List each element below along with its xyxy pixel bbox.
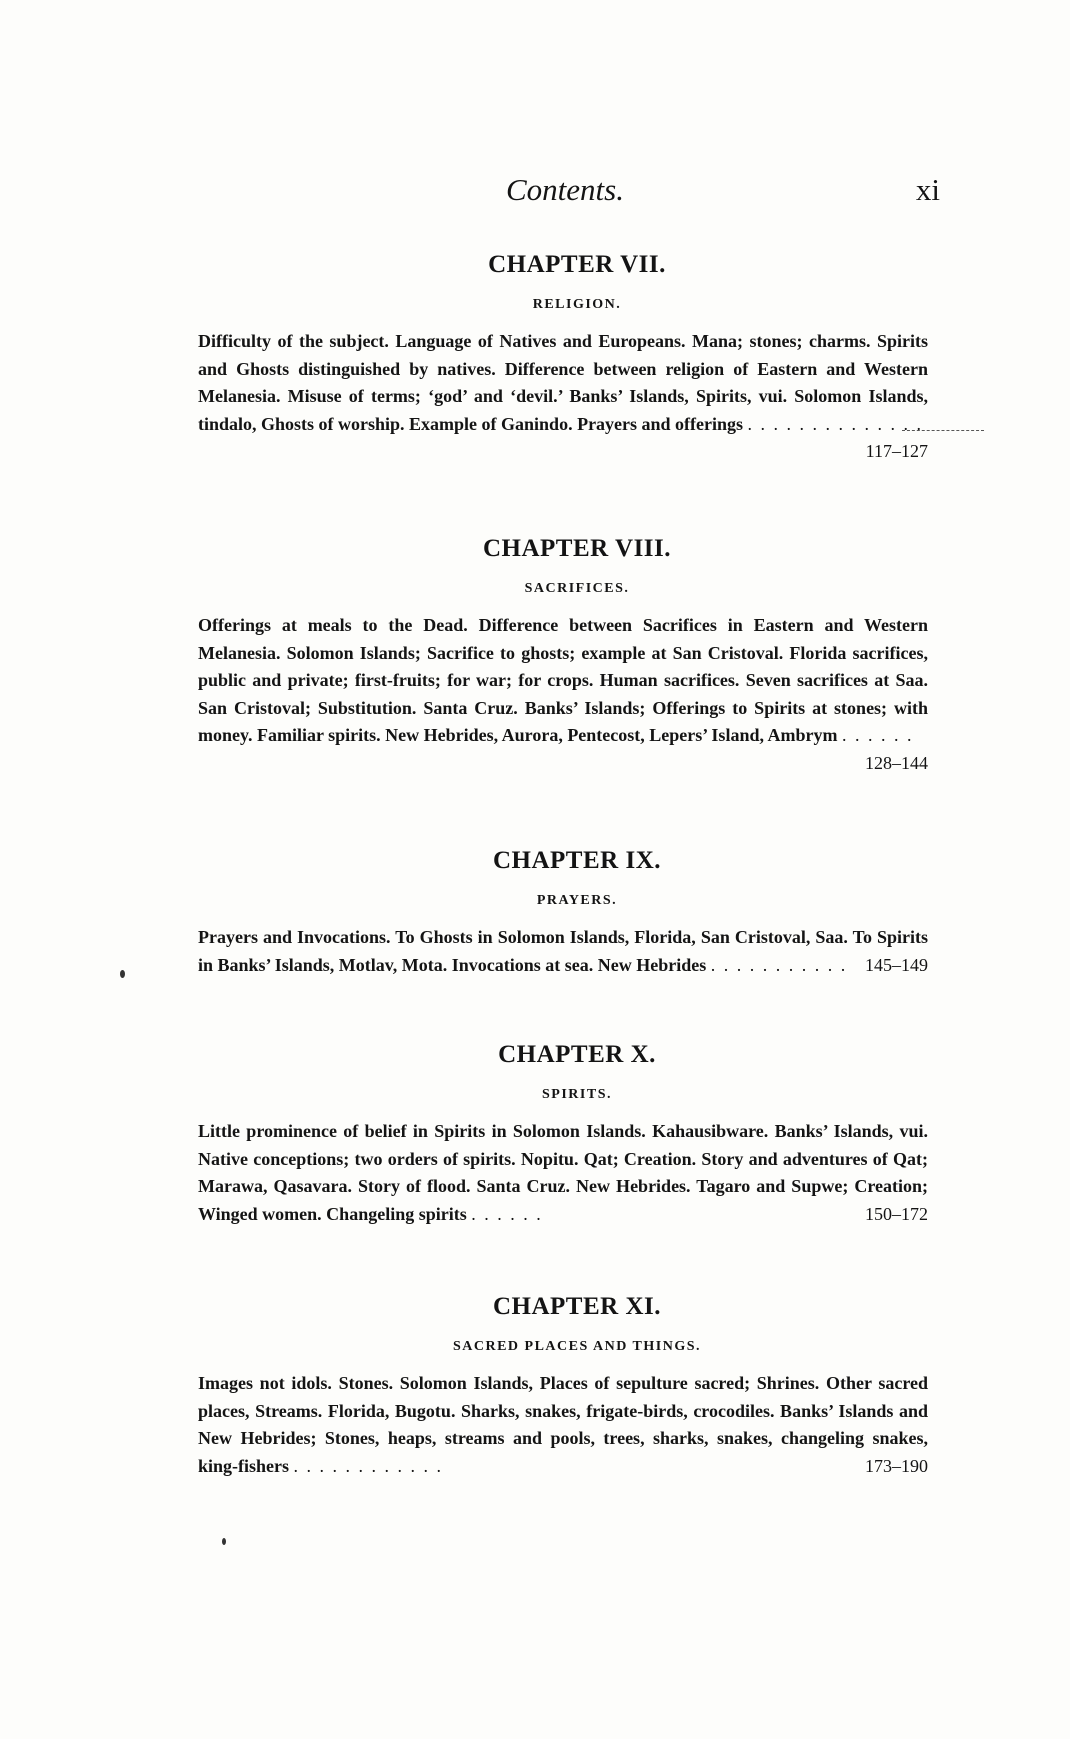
chapter-subtitle: PRAYERS. <box>536 893 618 908</box>
chapter-title: CHAPTER IX. <box>492 847 661 874</box>
running-title: Contents. <box>506 172 624 207</box>
summary-text: Offerings at meals to the Dead. Difference between Sacrifices in Eastern and Western Melanesia. Solomon Islands; Sacrifice to ghosts; example at San Cristoval. Florida sacrifices, public and private; first-fruits; for war; for crops. Human sacrifices. Seven sacrifices at Saa. San Cristoval; Substitution. Santa Cruz. Banks’ Islands; Offerings to Spirits at stones; with money. Familiar spirits. New Hebrides, Aurora, Pentecost, Lepers’ Island, Ambrym <box>198 615 928 745</box>
page-range: 117–127 <box>865 441 928 461</box>
page-number: xi <box>915 172 940 207</box>
chapter-viii <box>198 534 928 777</box>
chapter-title: CHAPTER VII. <box>488 251 666 278</box>
chapter-x <box>198 1040 928 1228</box>
leader-dots: . . . . . . . . . . . <box>710 954 848 975</box>
chapter-summary <box>198 1370 928 1480</box>
chapter-title: CHAPTER XI. <box>492 1293 661 1320</box>
page-range: 128–144 <box>865 752 928 773</box>
leader-dots: . . . . . . . . . . . . . . <box>747 413 924 434</box>
summary-text: Images not idols. Stones. Solomon Islands, Places of sepulture sacred; Shrines. Other sacred places, Streams. Florida, Bugotu. Sharks, snakes, frigate-birds, crocodiles. Banks’ Islands and New Hebrides; Stones, heaps, streams and pools, trees, sharks, snakes, changeling snakes, king-fishers <box>198 1373 928 1476</box>
chapter-summary <box>198 612 928 773</box>
summary-text: Prayers and Invocations. To Ghosts in Solomon Islands, Florida, San Cristoval, Saa. To Spirits in Banks’ Islands, Motlav, Mota. Invocations at sea. New Hebrides <box>198 927 928 975</box>
chapter-xi <box>198 1292 928 1480</box>
summary-text: Little prominence of belief in Spirits in Solomon Islands. Kahausibware. Banks’ Islands, vui. Native conceptions; two orders of spirits. Nopitu. Qat; Creation. Story and adventures of Qat; Marawa, Qasavara. Story of flood. Santa Cruz. New Hebrides. Tagaro and Supwe; Creation; Winged women. Changeling spirits <box>198 1121 928 1224</box>
chapter-subtitle: SACRED PLACES AND THINGS. <box>452 1339 702 1354</box>
chapter-subtitle: SPIRITS. <box>542 1087 612 1102</box>
summary-text: Difficulty of the subject. Language of Natives and Europeans. Mana; stones; charms. Spirits and Ghosts distinguished by natives. Difference between religion of Eastern and Western Melanesia. Misuse of terms; ‘god’ and ‘devil.’ Banks’ Islands, Spirits, vui. Solomon Islands, tindalo, Ghosts of worship. Example of Ganindo. Prayers and offerings <box>198 331 928 434</box>
page-header <box>0 168 1070 216</box>
chapter-summary <box>198 328 928 461</box>
ink-speck <box>120 970 125 978</box>
margin-pencil-mark <box>902 430 984 433</box>
chapter-title: CHAPTER VIII. <box>482 535 672 562</box>
page-range: 145–149 <box>865 954 928 975</box>
ink-speck <box>222 1538 226 1545</box>
chapter-vii <box>198 250 928 466</box>
chapter-subtitle: SACRIFICES. <box>524 581 630 596</box>
chapter-title: CHAPTER X. <box>498 1041 656 1068</box>
chapter-summary <box>198 924 928 979</box>
page-range: 150–172 <box>865 1203 928 1224</box>
chapter-subtitle: RELIGION. <box>532 297 622 312</box>
leader-dots: . . . . . . . . . . . . <box>293 1455 444 1476</box>
chapter-summary <box>198 1118 928 1228</box>
leader-dots: . . . . . . <box>471 1203 543 1224</box>
page-range: 173–190 <box>865 1455 928 1476</box>
chapter-ix <box>198 846 928 979</box>
leader-dots: . . . . . . <box>841 725 914 745</box>
